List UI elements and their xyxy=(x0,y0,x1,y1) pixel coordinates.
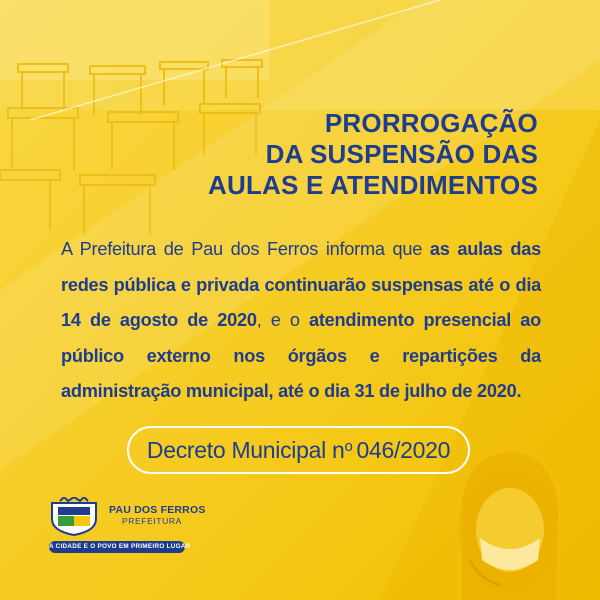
decree-number: 046/2020 xyxy=(356,436,451,463)
city-slogan: A CIDADE E O POVO EM PRIMEIRO LUGAR xyxy=(49,541,185,553)
city-name: PAU DOS FERROS xyxy=(109,504,206,516)
student-with-mask-illustration xyxy=(458,452,558,600)
announcement-connector: , e o xyxy=(256,310,309,330)
headline xyxy=(118,108,538,201)
headline-line-1: PRORROGAÇÃO xyxy=(324,108,538,138)
decree-ordinal: o xyxy=(344,437,353,455)
decree-badge xyxy=(127,426,470,474)
city-crest-icon xyxy=(46,497,102,537)
announcement-schools: as aulas das redes pública e privada continuarão suspensas até o dia 14 de agosto de 2020 xyxy=(61,239,541,330)
decree-prefix: Decreto Municipal n xyxy=(146,436,345,463)
headline-line-2: DA SUSPENSÃO DAS xyxy=(265,139,538,169)
announcement-services: atendimento presencial ao público externo nos órgãos e repartições da administração municipal, até o dia 31 de julho de 2020. xyxy=(61,310,541,401)
city-hall-label: PREFEITURA xyxy=(122,516,182,526)
announcement-text xyxy=(61,232,541,410)
announcement-intro: A Prefeitura de Pau dos Ferros informa que xyxy=(61,239,430,259)
headline-line-3: AULAS E ATENDIMENTOS xyxy=(208,170,538,200)
